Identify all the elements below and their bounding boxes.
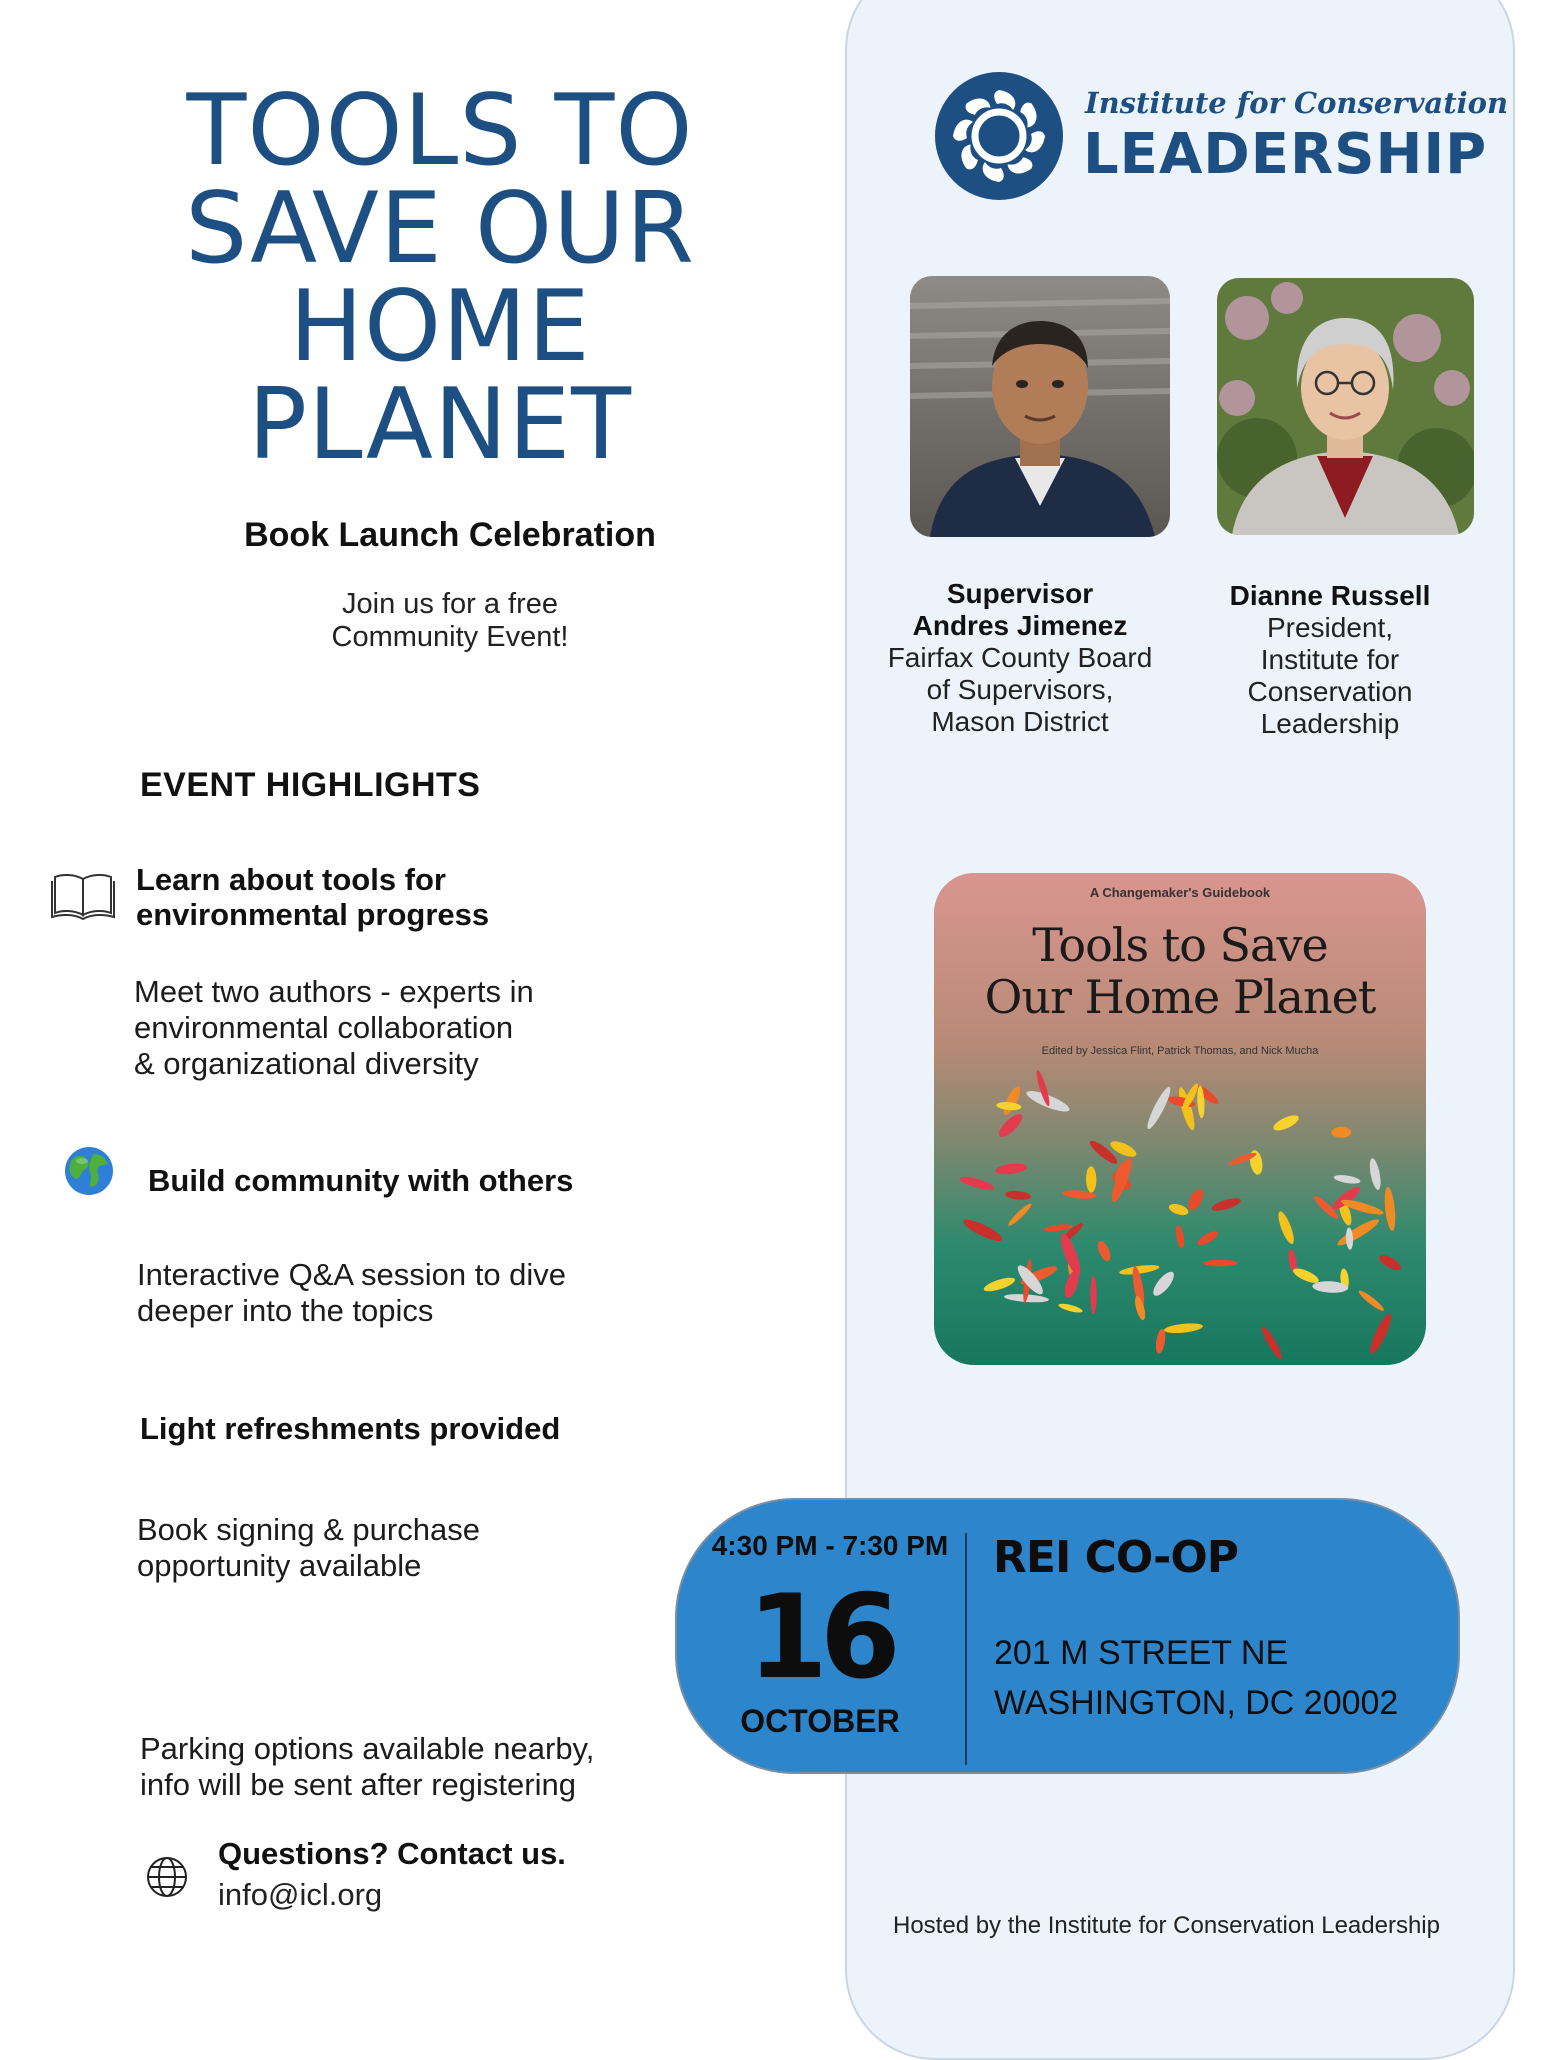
highlight-tools: Learn about tools for environmental progress: [136, 862, 490, 932]
contact-email[interactable]: info@icl.org: [218, 1877, 383, 1912]
speaker-dianne-caption: Dianne Russell President, Institute for Conservation Leadership: [1229, 580, 1431, 739]
highlight-refreshments: Light refreshments provided: [140, 1411, 561, 1446]
highlight-signing-desc: Book signing & purchase opportunity available: [137, 1512, 480, 1583]
highlight-authors-desc: Meet two authors - experts in environmental collaboration & organizational diversity: [134, 974, 534, 1081]
globe-outline-icon: [146, 1856, 188, 1898]
pill-divider: [965, 1533, 967, 1765]
contact-heading: Questions? Contact us.: [218, 1836, 566, 1871]
invite-text: Join us for a free Community Event!: [331, 588, 569, 653]
book-editors: Edited by Jessica Flint, Patrick Thomas, and Nick Mucha: [1041, 1045, 1319, 1057]
sun-wave-logo-icon: [933, 70, 1065, 202]
speaker-andres-caption: Supervisor Andres Jimenez Fairfax County Board of Supervisors, Mason District: [887, 578, 1153, 737]
book-title: Tools to Save Our Home Planet: [984, 918, 1376, 1024]
event-month: OCTOBER: [740, 1703, 900, 1739]
speaker-photo-andres: [910, 276, 1170, 537]
highlight-community: Build community with others: [148, 1163, 574, 1198]
event-venue: REI CO-OP: [993, 1532, 1239, 1583]
event-title: TOOLS TO SAVE OUR HOME PLANET: [185, 74, 695, 482]
highlights-heading: EVENT HIGHLIGHTS: [140, 766, 481, 804]
open-book-icon: [50, 871, 116, 921]
parking-info: Parking options available nearby, info will be sent after registering: [140, 1731, 595, 1802]
event-time: 4:30 PM - 7:30 PM: [711, 1530, 949, 1561]
speaker-photo-dianne: [1217, 278, 1474, 535]
book-cover: [934, 873, 1426, 1365]
globe-emoji-icon: [64, 1146, 114, 1196]
event-day: 16: [747, 1570, 893, 1705]
logo-line1: Institute for Conservation: [1085, 86, 1509, 120]
highlight-qa-desc: Interactive Q&A session to dive deeper into the topics: [137, 1257, 567, 1328]
book-series: A Changemaker's Guidebook: [1089, 885, 1271, 900]
event-address: 201 M STREET NE WASHINGTON, DC 20002: [994, 1634, 1399, 1722]
logo-line2: LEADERSHIP: [1083, 122, 1488, 187]
event-subtitle: Book Launch Celebration: [244, 516, 656, 554]
hosted-by-footer: Hosted by the Institute for Conservation Leadership: [893, 1912, 1440, 1939]
